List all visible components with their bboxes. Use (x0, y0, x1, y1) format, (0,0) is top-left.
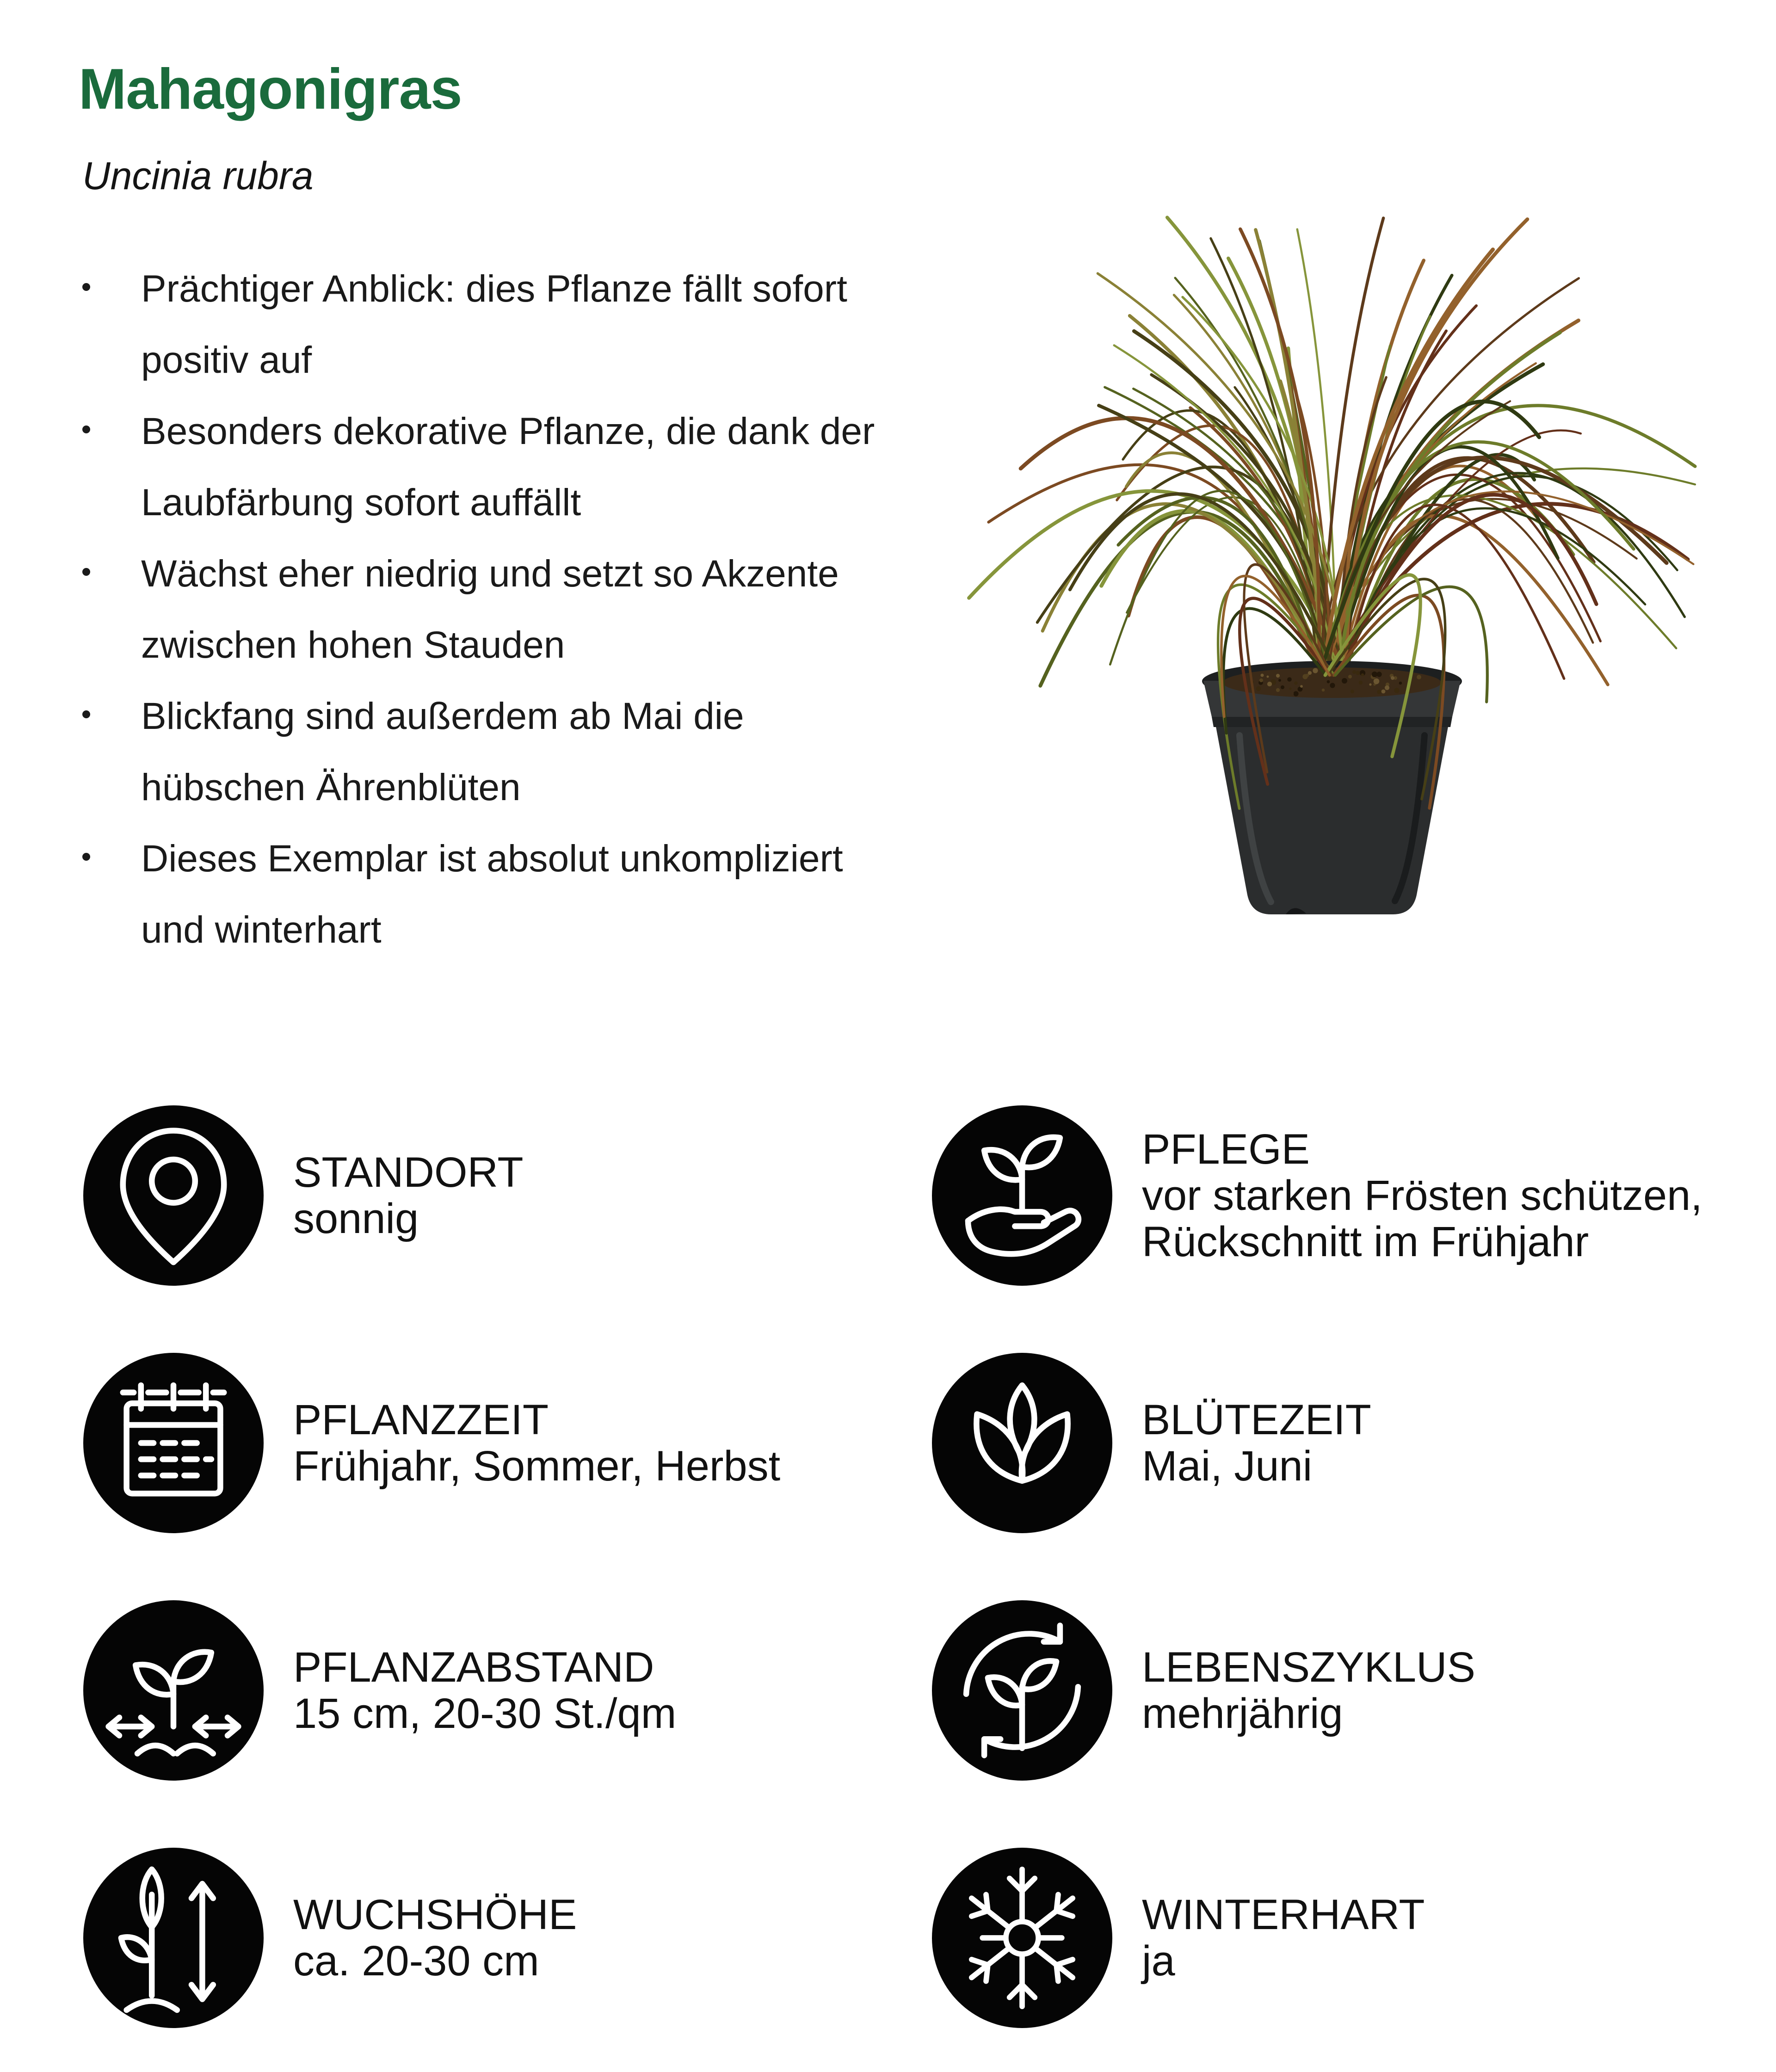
list-item (80, 681, 950, 823)
feature-winterhart (932, 1848, 1730, 2028)
bullet-text: Besonders dekorative Pflanze, die dank der (141, 410, 875, 452)
feature-pflanzzeit (83, 1353, 932, 1533)
feature-label: PFLEGE (1142, 1126, 1310, 1173)
bullet-text: positiv auf (141, 339, 312, 381)
feature-label: WUCHSHÖHE (293, 1891, 577, 1938)
feature-value: sonnig (293, 1195, 419, 1242)
list-item (80, 253, 950, 396)
bullet-text: Laubfärbung sofort auffällt (141, 481, 581, 524)
feature-bluetezeit (932, 1353, 1730, 1533)
feature-label: LEBENSZYKLUS (1142, 1644, 1475, 1691)
snowflake-icon (932, 1848, 1112, 2028)
feature-value: vor starken Frösten schützen, (1142, 1172, 1702, 1219)
feature-lebenszyklus (932, 1600, 1730, 1781)
hand-plant-icon (932, 1105, 1112, 1286)
feature-label: PFLANZABSTAND (293, 1644, 654, 1691)
feature-value: ca. 20-30 cm (293, 1937, 539, 1985)
feature-wuchshoehe (83, 1848, 932, 2028)
bullet-text: Wächst eher niedrig und setzt so Akzente (141, 553, 839, 595)
botanical-name: Uncinia rubra (82, 154, 314, 197)
feature-bullet-list (80, 253, 950, 966)
bullet-text: und winterhart (141, 909, 382, 951)
feature-value: Mai, Juni (1142, 1443, 1313, 1490)
plant-attributes-grid (83, 1105, 1730, 2028)
feature-value: ja (1142, 1937, 1175, 1985)
feature-pflanzabstand (83, 1600, 932, 1781)
feature-label: PFLANZZEIT (293, 1396, 549, 1443)
life-cycle-icon (932, 1600, 1112, 1781)
bullet-text: zwischen hohen Stauden (141, 624, 565, 666)
feature-value: 15 cm, 20-30 St./qm (293, 1690, 677, 1737)
bullet-text: Blickfang sind außerdem ab Mai die (141, 695, 744, 737)
bullet-text: Dieses Exemplar ist absolut unkompliziert (141, 838, 843, 880)
page-title: Mahagonigras (79, 57, 462, 121)
feature-value: Rückschnitt im Frühjahr (1142, 1218, 1589, 1265)
bullet-text: hübschen Ährenblüten (141, 766, 521, 808)
location-pin-icon (83, 1105, 264, 1286)
feature-label: WINTERHART (1142, 1891, 1425, 1938)
growth-height-icon (83, 1848, 264, 2028)
flower-icon (932, 1353, 1112, 1533)
feature-value: mehrjährig (1142, 1690, 1343, 1737)
feature-value: Frühjahr, Sommer, Herbst (293, 1443, 781, 1490)
list-item (80, 396, 950, 538)
product-photo-grass-in-pot (962, 199, 1702, 930)
list-item (80, 823, 950, 966)
calendar-icon (83, 1353, 264, 1533)
bullet-text: Prächtiger Anblick: dies Pflanze fällt sofort (141, 268, 847, 310)
feature-standort (83, 1105, 932, 1286)
feature-label: STANDORT (293, 1149, 524, 1196)
list-item (80, 538, 950, 681)
feature-pflege (932, 1105, 1730, 1286)
plant-spacing-icon (83, 1600, 264, 1781)
feature-label: BLÜTEZEIT (1142, 1396, 1371, 1443)
